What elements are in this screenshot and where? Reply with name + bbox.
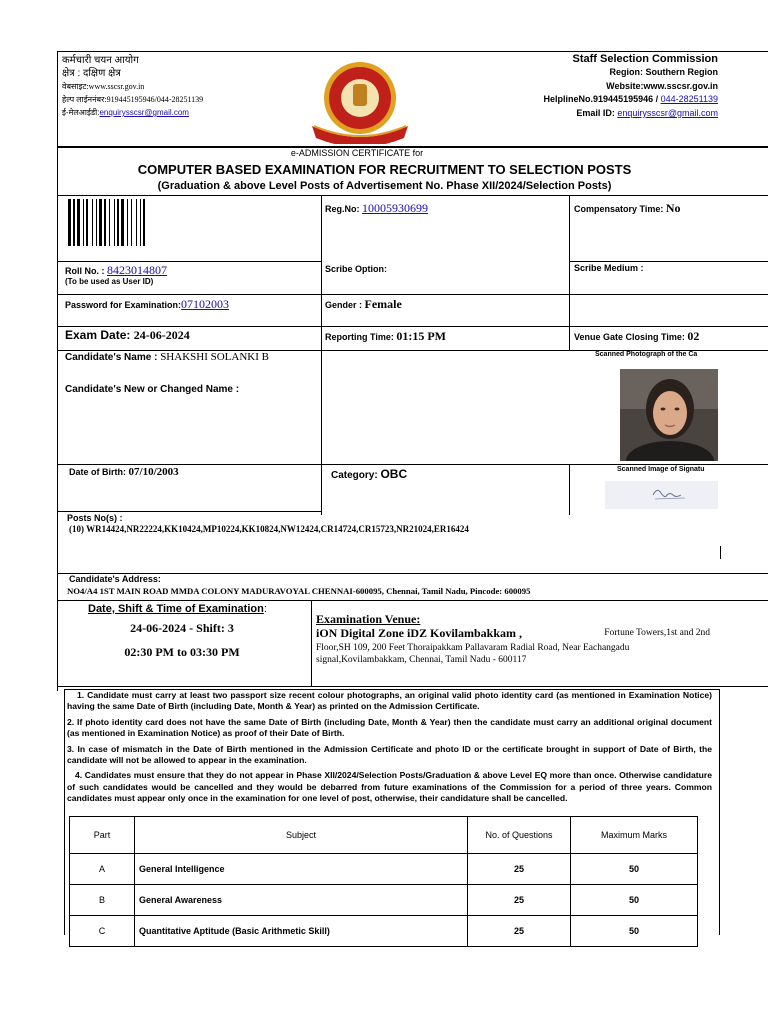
roll-value[interactable]: 8423014807 xyxy=(107,263,168,277)
comp-time-value: No xyxy=(665,201,681,215)
scribe-medium-label: Scribe Medium : xyxy=(574,263,644,273)
hindi-email-link[interactable]: enquirysscsr@gmail.com xyxy=(99,108,189,117)
photo-label: Scanned Photograph of the Ca xyxy=(595,351,698,358)
category-label: Category: xyxy=(331,470,378,481)
candidate-photo xyxy=(620,369,718,461)
org-name: Staff Selection Commission xyxy=(572,53,718,65)
venue-label: Examination Venue: xyxy=(316,612,421,626)
regno-value[interactable]: 10005930699 xyxy=(362,201,429,215)
row-marks: 50 xyxy=(571,885,698,916)
reporting-field xyxy=(325,329,446,344)
gender-field xyxy=(325,297,402,312)
table-row xyxy=(70,854,698,885)
row-questions: 25 xyxy=(468,885,571,916)
ssc-logo xyxy=(306,60,414,144)
helpline-label: HelplineNo.919445195946 / xyxy=(543,94,661,105)
roll-note: (To be used as User ID) xyxy=(65,277,154,286)
signature-image xyxy=(605,481,718,509)
header-marks: Maximum Marks xyxy=(571,817,698,854)
exam-time: 02:30 PM to 03:30 PM xyxy=(124,645,240,659)
roll-field xyxy=(65,263,167,286)
gender-value: Female xyxy=(364,297,402,311)
address-label: Candidate's Address: xyxy=(69,574,161,584)
row-part: A xyxy=(70,854,135,885)
cert-subtitle2: (Graduation & above Level Posts of Advertisement No. Phase XII/2024/Selection Posts) xyxy=(157,180,612,192)
row-part: C xyxy=(70,916,135,947)
venue-addr2: Floor,SH 109, 200 Feet Thoraipakkam Pallavaram Radial Road, Near Eachangadu xyxy=(316,642,630,653)
roll-label: Roll No. : xyxy=(65,266,105,276)
cert-title: COMPUTER BASED EXAMINATION FOR RECRUITMENT TO SELECTION POSTS xyxy=(137,162,632,177)
hindi-website: वेबसाइट:www.sscsr.gov.in xyxy=(62,82,145,91)
table-header-row xyxy=(70,817,698,854)
password-label: Password for Examination: xyxy=(65,300,182,310)
comp-time-label: Compensatory Time: xyxy=(574,204,664,214)
venue-addr1: Fortune Towers,1st and 2nd xyxy=(604,628,710,638)
venue-addr3: signal,Kovilambakkam, Chennai, Tamil Nadu - 600117 xyxy=(316,655,527,665)
dst-label: Date, Shift & Time of Examination xyxy=(88,603,264,615)
header-questions: No. of Questions xyxy=(468,817,571,854)
venue-address xyxy=(316,627,710,667)
row-questions: 25 xyxy=(468,854,571,885)
instruction-3: 3. In case of mismatch in the Date of Birth mentioned in the Admission Certificate and photo ID or the certificate brought in support of Date of Birth, the candidate will not be allowed to appear in the examination. xyxy=(67,743,712,766)
signature-label: Scanned Image of Signatu xyxy=(617,466,705,473)
regno-label: Reg.No: xyxy=(325,204,360,214)
address-value: NO4/A4 1ST MAIN ROAD MMDA COLONY MADURAVOYAL CHENNAI-600095, Chennai, Tamil Nadu, Pincode: 600095 xyxy=(67,586,531,596)
row-marks: 50 xyxy=(571,854,698,885)
row-subject: General Awareness xyxy=(135,885,468,916)
row-marks: 50 xyxy=(571,916,698,947)
name-label: Candidate's Name : xyxy=(65,352,158,363)
email xyxy=(488,107,718,121)
english-header xyxy=(488,52,718,120)
header-subject: Subject xyxy=(135,817,468,854)
posts-value: (10) WR14424,NR22224,KK10424,MP10224,KK10824,NW12424,CR14724,CR15723,NR21024,ER16424 xyxy=(69,524,469,534)
dob-label: Date of Birth: xyxy=(69,467,126,477)
table-row xyxy=(70,916,698,947)
gate-value: 02 xyxy=(687,329,700,343)
name-value: SHAKSHI SOLANKI B xyxy=(160,351,269,363)
scribe-option-label: Scribe Option: xyxy=(325,264,388,274)
posts-label: Posts No(s) : xyxy=(67,513,123,523)
password-value[interactable]: 07102003 xyxy=(181,297,230,311)
row-subject: General Intelligence xyxy=(135,854,468,885)
row-part: B xyxy=(70,885,135,916)
email-label: Email ID: xyxy=(576,107,618,118)
hindi-helpline: हेल्प लाईननंबर:919445195946/044-28251139 xyxy=(62,95,204,104)
reporting-value: 01:15 PM xyxy=(396,329,447,343)
gate-field xyxy=(574,329,699,344)
hindi-org: कर्मचारी चयन आयोग xyxy=(62,55,139,66)
gender-label: Gender : xyxy=(325,300,365,310)
row-questions: 25 xyxy=(468,916,571,947)
cert-subtitle: e-ADMISSION CERTIFICATE for xyxy=(290,148,424,158)
category-value: OBC xyxy=(380,467,408,481)
instruction-4: 4. Candidates must ensure that they do not appear in Phase XII/2024/Selection Posts/Graduation & above Level EQ more than once. Otherwise candidature of such candidates would be cancelled and they would be debarred from future examinations of the Commission for a period of three years. Common candidates must appear only once in the examination for one level of post, otherwise, their candidature shall be cancelled. xyxy=(67,770,712,804)
dob-value: 07/10/2003 xyxy=(128,466,179,478)
comp-time-field xyxy=(574,201,681,216)
reporting-label: Reporting Time: xyxy=(325,332,394,342)
hindi-email-label: ई-मेलआईडी: xyxy=(62,108,100,117)
new-name-label: Candidate's New or Changed Name : xyxy=(65,384,240,395)
header-part: Part xyxy=(70,817,135,854)
regno-field xyxy=(325,201,428,216)
posts-divider xyxy=(720,546,721,559)
helpline-link[interactable]: 044-28251139 xyxy=(660,94,718,105)
category-field xyxy=(331,467,407,481)
name-field xyxy=(65,351,269,363)
helpline xyxy=(488,93,718,107)
hindi-email-line xyxy=(62,106,203,119)
venue-name: iON Digital Zone iDZ Kovilambakkam , xyxy=(316,626,523,640)
row-subject: Quantitative Aptitude (Basic Arithmetic Skill) xyxy=(135,916,468,947)
barcode xyxy=(68,199,173,246)
instruction-2: 2. If photo identity card does not have the same Date of Birth (including Date, Month & Year) then the candidate must carry an additional original document (as mentioned in Examination Notice) as proof of their Date of Birth. xyxy=(67,716,712,739)
gate-label: Venue Gate Closing Time: xyxy=(574,332,685,342)
region: Region: Southern Region xyxy=(609,67,718,77)
website: Website:www.sscsr.gov.in xyxy=(606,80,718,91)
dob-field xyxy=(69,466,179,478)
password-field xyxy=(65,297,229,312)
instructions-list xyxy=(67,690,712,805)
exam-date-label: Exam Date: xyxy=(65,328,131,342)
instruction-1: 1. Candidate must carry at least two passport size recent colour photographs, an original valid photo identity card (as mentioned in Examination Notice) having the same Date of Birth (including Date, Month & Year) as printed on the Admission Certificate. xyxy=(67,690,712,712)
marks-table xyxy=(69,816,698,947)
hindi-header xyxy=(62,54,203,119)
exam-date-value: 24-06-2024 xyxy=(133,328,190,342)
email-link[interactable]: enquirysscsr@gmail.com xyxy=(617,107,718,118)
hindi-region: क्षेत्र : दक्षिण क्षेत्र xyxy=(62,68,121,79)
date-shift: 24-06-2024 - Shift: 3 xyxy=(130,621,234,635)
dst-field: Date, Shift & Time of Examination: xyxy=(88,603,267,615)
table-row xyxy=(70,885,698,916)
exam-date-field xyxy=(65,328,190,343)
